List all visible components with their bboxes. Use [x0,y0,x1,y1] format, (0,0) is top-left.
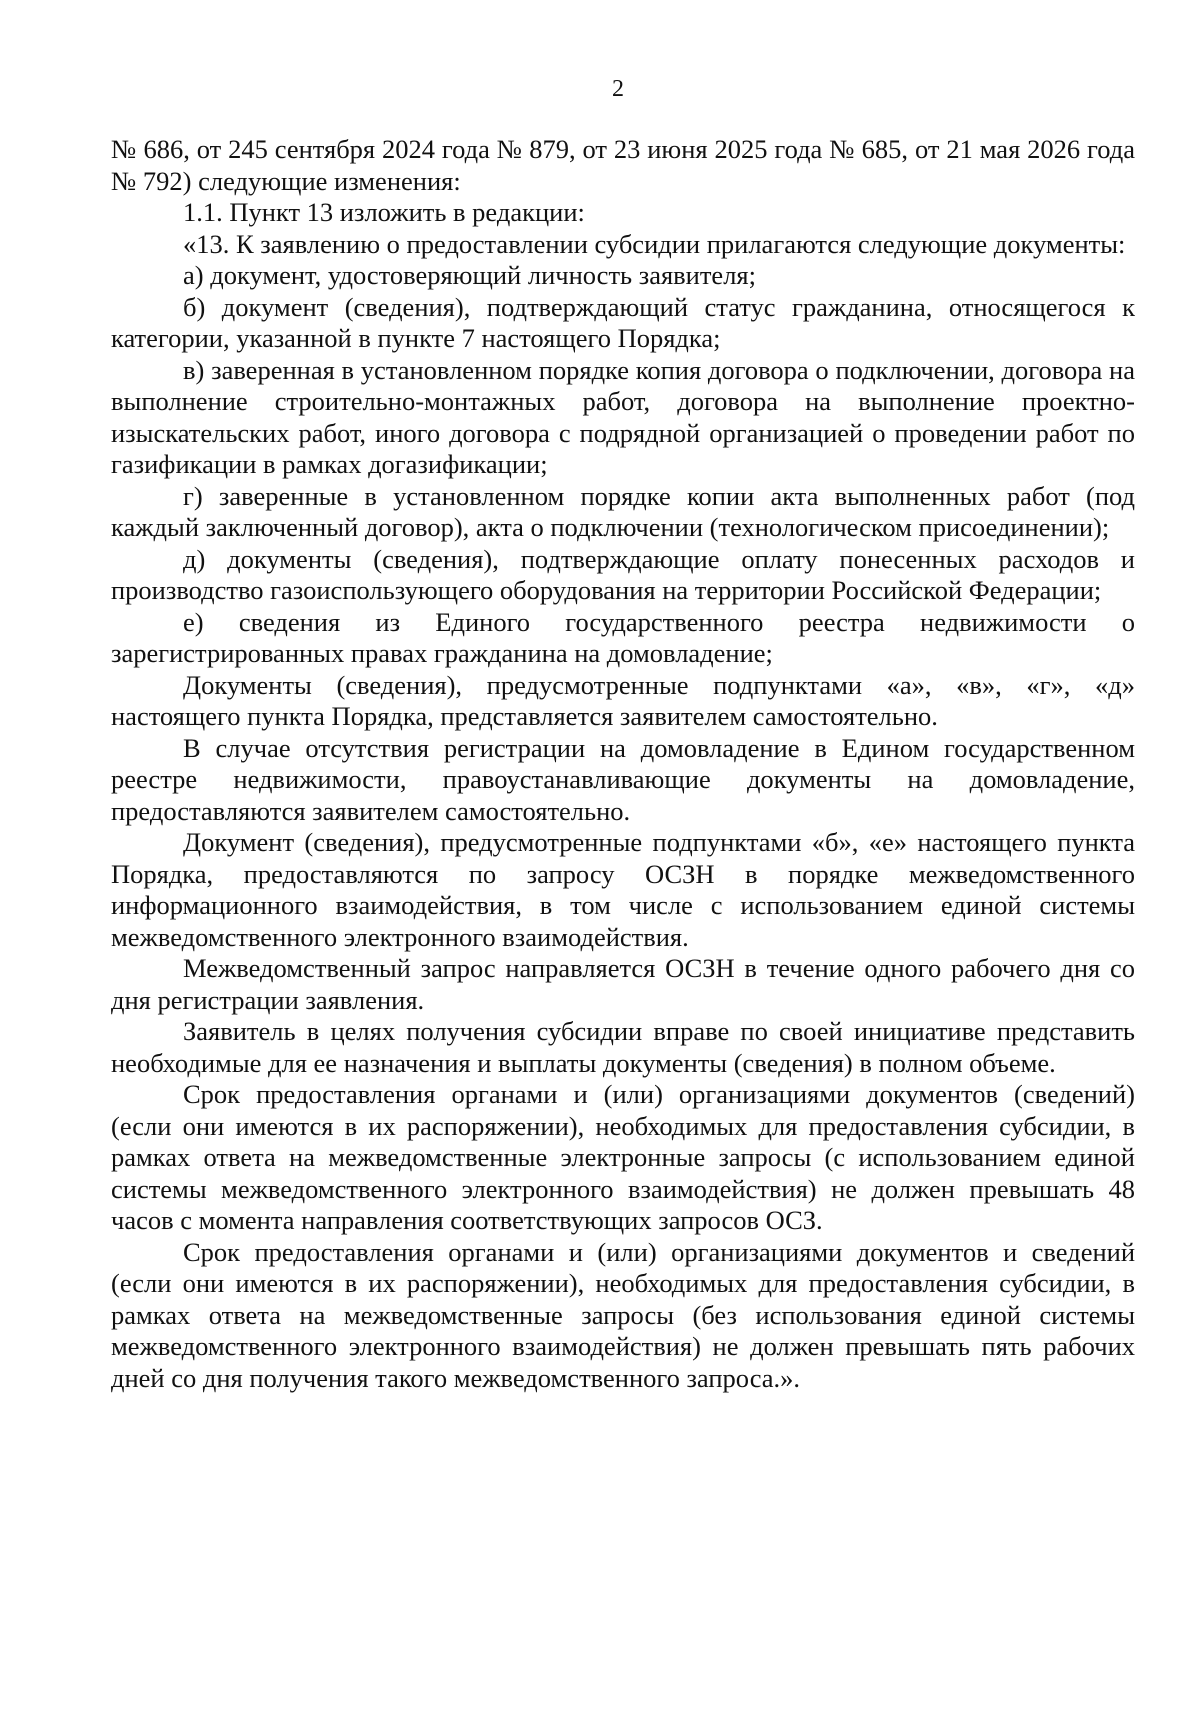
paragraph-self-submitted-docs: Документы (сведения), предусмотренные подпунктами «а», «в», «г», «д» настоящего пункта Порядка, представляется заявителем самостоятельно. [111,669,1135,731]
paragraph-subitem-b: б) документ (сведения), подтверждающий статус гражданина, относящегося к категории, указанной в пункте 7 настоящего Порядка; [111,291,1135,353]
paragraph-item-1-1: 1.1. Пункт 13 изложить в редакции: [183,197,585,227]
paragraph-non-electronic-deadline: Срок предоставления органами и (или) организациями документов и сведений (если они имеются в их распоряжении), необходимых для предоставления субсидии, в рамках ответа на межведомственные запросы (без использования единой системы межведомственного электронного взаимодействия) не должен превышать пять рабочих дней со дня получения такого межведомственного запроса.». [111,1236,1135,1393]
paragraph-subitem-v: в) заверенная в установленном порядке копия договора о подключении, договора на выполнение строительно-монтажных работ, договора на выполнение проектно-изыскательских работ, иного договора с подрядной организацией о проведении работ по газификации в рамках догазификации; [111,354,1135,479]
paragraph-electronic-deadline: Срок предоставления органами и (или) организациями документов (сведений) (если они имеются в их распоряжении), необходимых для предоставления субсидии, в рамках ответа на межведомственные электронные запросы (с использованием единой системы межведомственного электронного взаимодействия) не должен превышать 48 часов с момента направления соответствующих запросов ОСЗ. [111,1079,1135,1235]
document-body [111,134,1135,1394]
paragraph-applicant-initiative: Заявитель в целях получения субсидии вправе по своей инициативе представить необходимые для ее назначения и выплаты документы (сведения) в полном объеме. [111,1016,1135,1078]
paragraph-subitem-a: а) документ, удостоверяющий личность заявителя; [183,260,756,290]
paragraph-subitem-e: е) сведения из Единого государственного реестра недвижимости о зарегистрированных правах гражданина на домовладение; [111,606,1135,668]
paragraph-point-13: «13. К заявлению о предоставлении субсидии прилагаются следующие документы: [183,228,1126,259]
paragraph-interagency-request: Межведомственный запрос направляется ОСЗН в течение одного рабочего дня со дня регистрации заявления. [111,953,1135,1015]
paragraph-continuation: № 686, от 245 сентября 2024 года № 879, от 23 июня 2025 года № 685, от 21 мая 2026 года № 792) следующие изменения: [111,134,1135,196]
paragraph-interagency-docs: Документ (сведения), предусмотренные подпунктами «б», «е» настоящего пункта Порядка, предоставляются по запросу ОСЗН в порядке межведомственного информационного взаимодействия, в том числе с использованием единой системы межведомственного электронного взаимодействия. [111,827,1135,952]
paragraph-no-registration: В случае отсутствия регистрации на домовладение в Едином государственном реестре недвижимости, правоустанавливающие документы на домовладение, предоставляются заявителем самостоятельно. [111,732,1135,826]
paragraph-subitem-d: д) документы (сведения), подтверждающие оплату понесенных расходов и производство газоиспользующего оборудования на территории Российской Федерации; [111,543,1135,605]
paragraph-subitem-g: г) заверенные в установленном порядке копии акта выполненных работ (под каждый заключенный договор), акта о подключении (технологическом присоединении); [111,480,1135,542]
page-number: 2 [612,76,624,102]
